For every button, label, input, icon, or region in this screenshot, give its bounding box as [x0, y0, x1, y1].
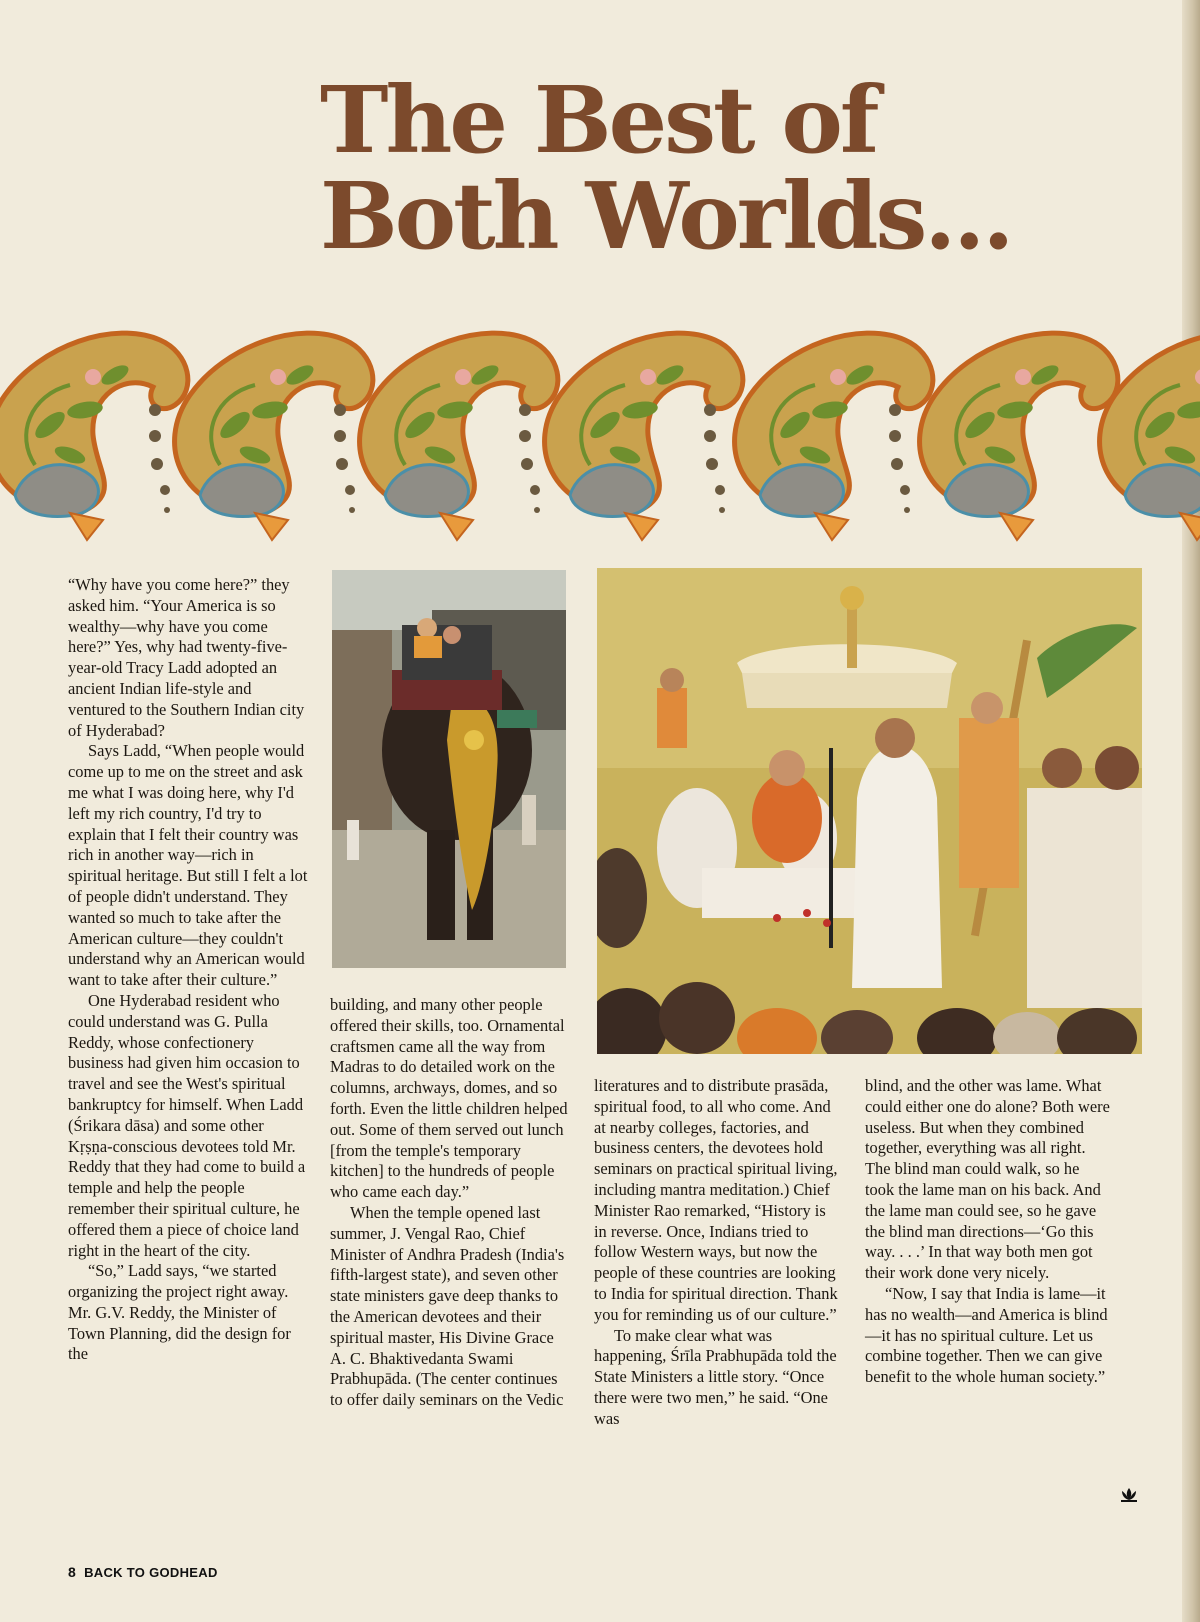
page-spine-shadow — [1182, 0, 1200, 1622]
page-footer — [68, 1564, 218, 1580]
paragraph: One Hyderabad resident who could understand was G. Pulla Reddy, whose confectionery business had given him occasion to travel and see the West's spiritual bankruptcy for himself. When Ladd (Śrikara dāsa) and some other Kṛṣṇa-conscious devotees told Mr. Reddy that they had come to build a temple and help the people remember their spiritual culture, he offered them a piece of choice land right in the heart of the city. — [68, 990, 306, 1260]
paragraph: When the temple opened last summer, J. Vengal Rao, Chief Minister of Andhra Pradesh (India's fifth-largest state), and seven other state ministers gave deep thanks to the American devotees and their spiritual master, His Divine Grace A. C. Bhaktivedanta Swami Prabhupāda. (The center continues to offer daily seminars on the Vedic — [330, 1202, 565, 1410]
title-line-2: Both Worlds... — [320, 162, 1012, 270]
page-number: 8 — [68, 1564, 77, 1580]
photo-temple-ceremony — [597, 568, 1142, 1054]
lotus-icon — [1118, 1486, 1140, 1502]
text-column-1 — [68, 575, 308, 1365]
paisley-border-icon — [0, 305, 1200, 545]
photo-elephant — [332, 570, 566, 968]
text-column-3 — [594, 1076, 838, 1430]
paragraph: “So,” Ladd says, “we started organizing the project right away. Mr. G.V. Reddy, the Minister of Town Planning, did the design for the — [68, 1261, 291, 1364]
text-column-2 — [330, 995, 570, 1411]
magazine-name: BACK TO GODHEAD — [84, 1565, 218, 1580]
paragraph: “Now, I say that India is lame—it has no wealth—and America is blind—it has no spiritual culture. Let us combine together. Then we can give benefit to the whole human society.” — [865, 1283, 1108, 1387]
paragraph: “Why have you come here?” they asked him. “Your America is so wealthy—why have you come here?” Yes, why had twenty-five-year-old Tracy Ladd adopted an ancient Indian life-style and ventured to the Southern Indian city of Hyderabad? — [68, 575, 305, 740]
paragraph: blind, and the other was lame. What could either one do alone? Both were useless. But when they combined together, everything was all right. The blind man could walk, so he took the lame man on his back. And the lame man could see, so he gave the blind man directions—‘Go this way. . . .’ In that way both men got their work done very nicely. — [865, 1076, 1110, 1283]
paragraph: literatures and to distribute prasāda, spiritual food, to all who come. And at nearby colleges, factories, and business centers, the devotees hold seminars on practical spiritual living, including mantra meditation.) Chief Minister Rao remarked, “History is in reverse. Once, Indians tried to follow Western ways, but now the people of these countries are looking to India for spiritual direction. Thank you for reminding us of our culture.” — [594, 1076, 838, 1324]
text-column-4 — [865, 1076, 1110, 1388]
paragraph: To make clear what was happening, Śrīla Prabhupāda told the State Ministers a little story. “Once there were two men,” he said. “One was — [594, 1325, 837, 1428]
paragraph: Says Ladd, “When people would come up to me on the street and ask me what I was doing here, why I'd left my rich country, I'd try to explain that I felt their country was rich in another way—rich in spiritual heritage. But still I felt a lot of people didn't understand. They wanted so much to take after the American culture—they couldn't understand why an American would want to take after their culture.” — [68, 741, 308, 990]
paragraph: building, and many other people offered their skills, too. Ornamental craftsmen came all the way from Madras to do detailed work on the columns, archways, domes, and so forth. Even the little children helped out. Some of them served out lunch [from the temple's temporary kitchen] to the hundreds of people who came each day.” — [330, 995, 568, 1202]
article-title — [320, 66, 1012, 270]
title-line-1: The Best of — [320, 66, 877, 174]
